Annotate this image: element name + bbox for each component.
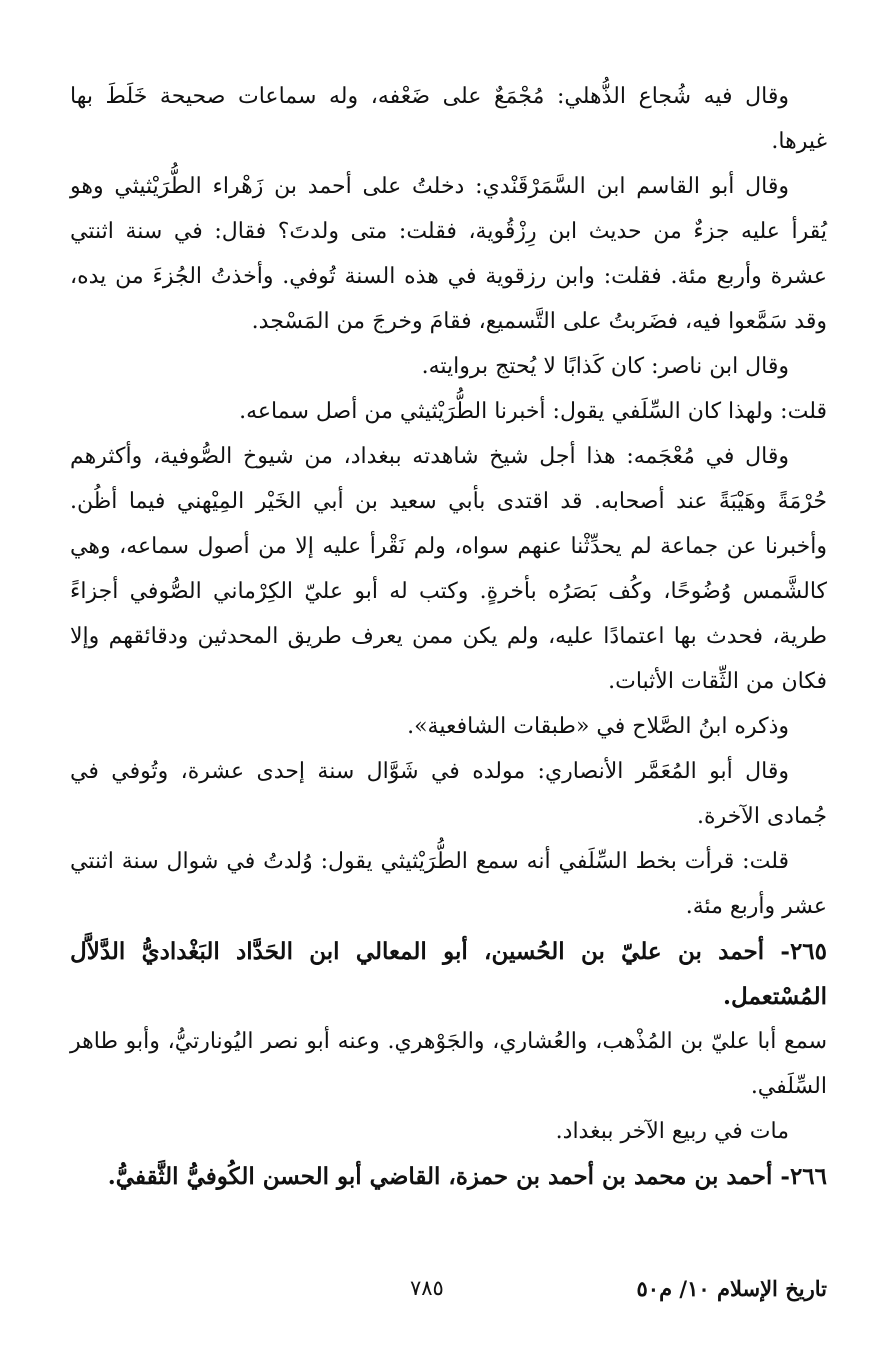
entry-heading-266: ٢٦٦- أحمد بن محمد بن أحمد بن حمزة، القاضي أبو الحسن الكُوفيُّ الثَّقفيُّ. xyxy=(107,1163,827,1190)
paragraph-silafi-note: قلت: ولهذا كان السِّلَفي يقول: أخبرنا الطُّرَيْثيثي من أصل سماعه. xyxy=(239,399,827,424)
paragraph-shujaa: وقال فيه شُجاع الذُّهلي: مُجْمَعٌ على ضَعْفه، وله سماعات صحيحة خَلَطَ بها غيرها. xyxy=(70,84,827,154)
paragraph-ibn-nasir: وقال ابن ناصر: كان كَذابًا لا يُحتج بروايته. xyxy=(421,354,789,379)
paragraph-abu-almuammar: وقال أبو المُعَمَّر الأنصاري: مولده في شَوَّال سنة إحدى عشرة، وتُوفي في جُمادى الآخرة. xyxy=(70,759,827,829)
page-body xyxy=(70,74,827,1199)
paragraph-abu-alqasim: وقال أبو القاسم ابن السَّمَرْقَنْدي: دخلتُ على أحمد بن زَهْراء الطُّرَيْثيثي وهو يُقرأ عليه جزءٌ من حديث ابن رِزْقُوية، فقلت: متى ولدتَ؟ فقال: في سنة اثنتي عشرة وأربع مئة. فقلت: وابن رزقوية في هذه السنة تُوفي. وأخذتُ الجُزءَ من يده، وقد سَمَّعوا فيه، فضَربتُ على التَّسميع، فقامَ وخرجَ من المَسْجد. xyxy=(70,174,827,334)
paragraph-death: مات في ربيع الآخر ببغداد. xyxy=(555,1119,789,1144)
entry-heading-265: ٢٦٥- أحمد بن عليّ بن الحُسين، أبو المعالي ابن الحَدَّاد البَغْداديُّ الدَّلاَّل المُسْتعمل. xyxy=(70,938,828,1010)
paragraph-sami: سمع أبا عليّ بن المُذْهب، والعُشاري، والجَوْهري. وعنه أبو نصر اليُونارتيُّ، وأبو طاهر السِّلَفي. xyxy=(70,1029,827,1099)
paragraph-birth-note: قلت: قرأت بخط السِّلَفي أنه سمع الطُّرَيْثيثي يقول: وُلدتُ في شوال سنة اثنتي عشر وأربع مئة. xyxy=(70,849,827,919)
paragraph-ibn-salah: وذكره ابنُ الصَّلاح في «طبقات الشافعية». xyxy=(407,714,789,739)
page-number: ٧٨٥ xyxy=(410,1276,444,1300)
footer-reference: تاريخ الإسلام ١٠/ م٥٠ xyxy=(636,1276,827,1301)
paragraph-mujam: وقال في مُعْجَمه: هذا أجل شيخ شاهدته ببغداد، من شيوخ الصُّوفية، وأكثرهم حُرْمَةً وهَيْبَةً عند أصحابه. قد اقتدى بأبي سعيد بن أبي الخَيْر المِيْهني فيما أظُن. وأخبرنا عن جماعة لم يحدِّثْنا عنهم سواه، ولم نَقْرأ عليه إلا من أصول سماعه، وهي كالشَّمس وُضُوحًا، وكُف بَصَرُه بأخرةٍ. وكتب له أبو عليّ الكِرْماني الصُّوفي أجزاءً طرية، فحدث بها اعتمادًا عليه، ولم يكن ممن يعرف طريق المحدثين ودقائقهم وإلا فكان من الثِّقات الأثبات. xyxy=(70,444,827,694)
page-footer xyxy=(70,1276,827,1316)
